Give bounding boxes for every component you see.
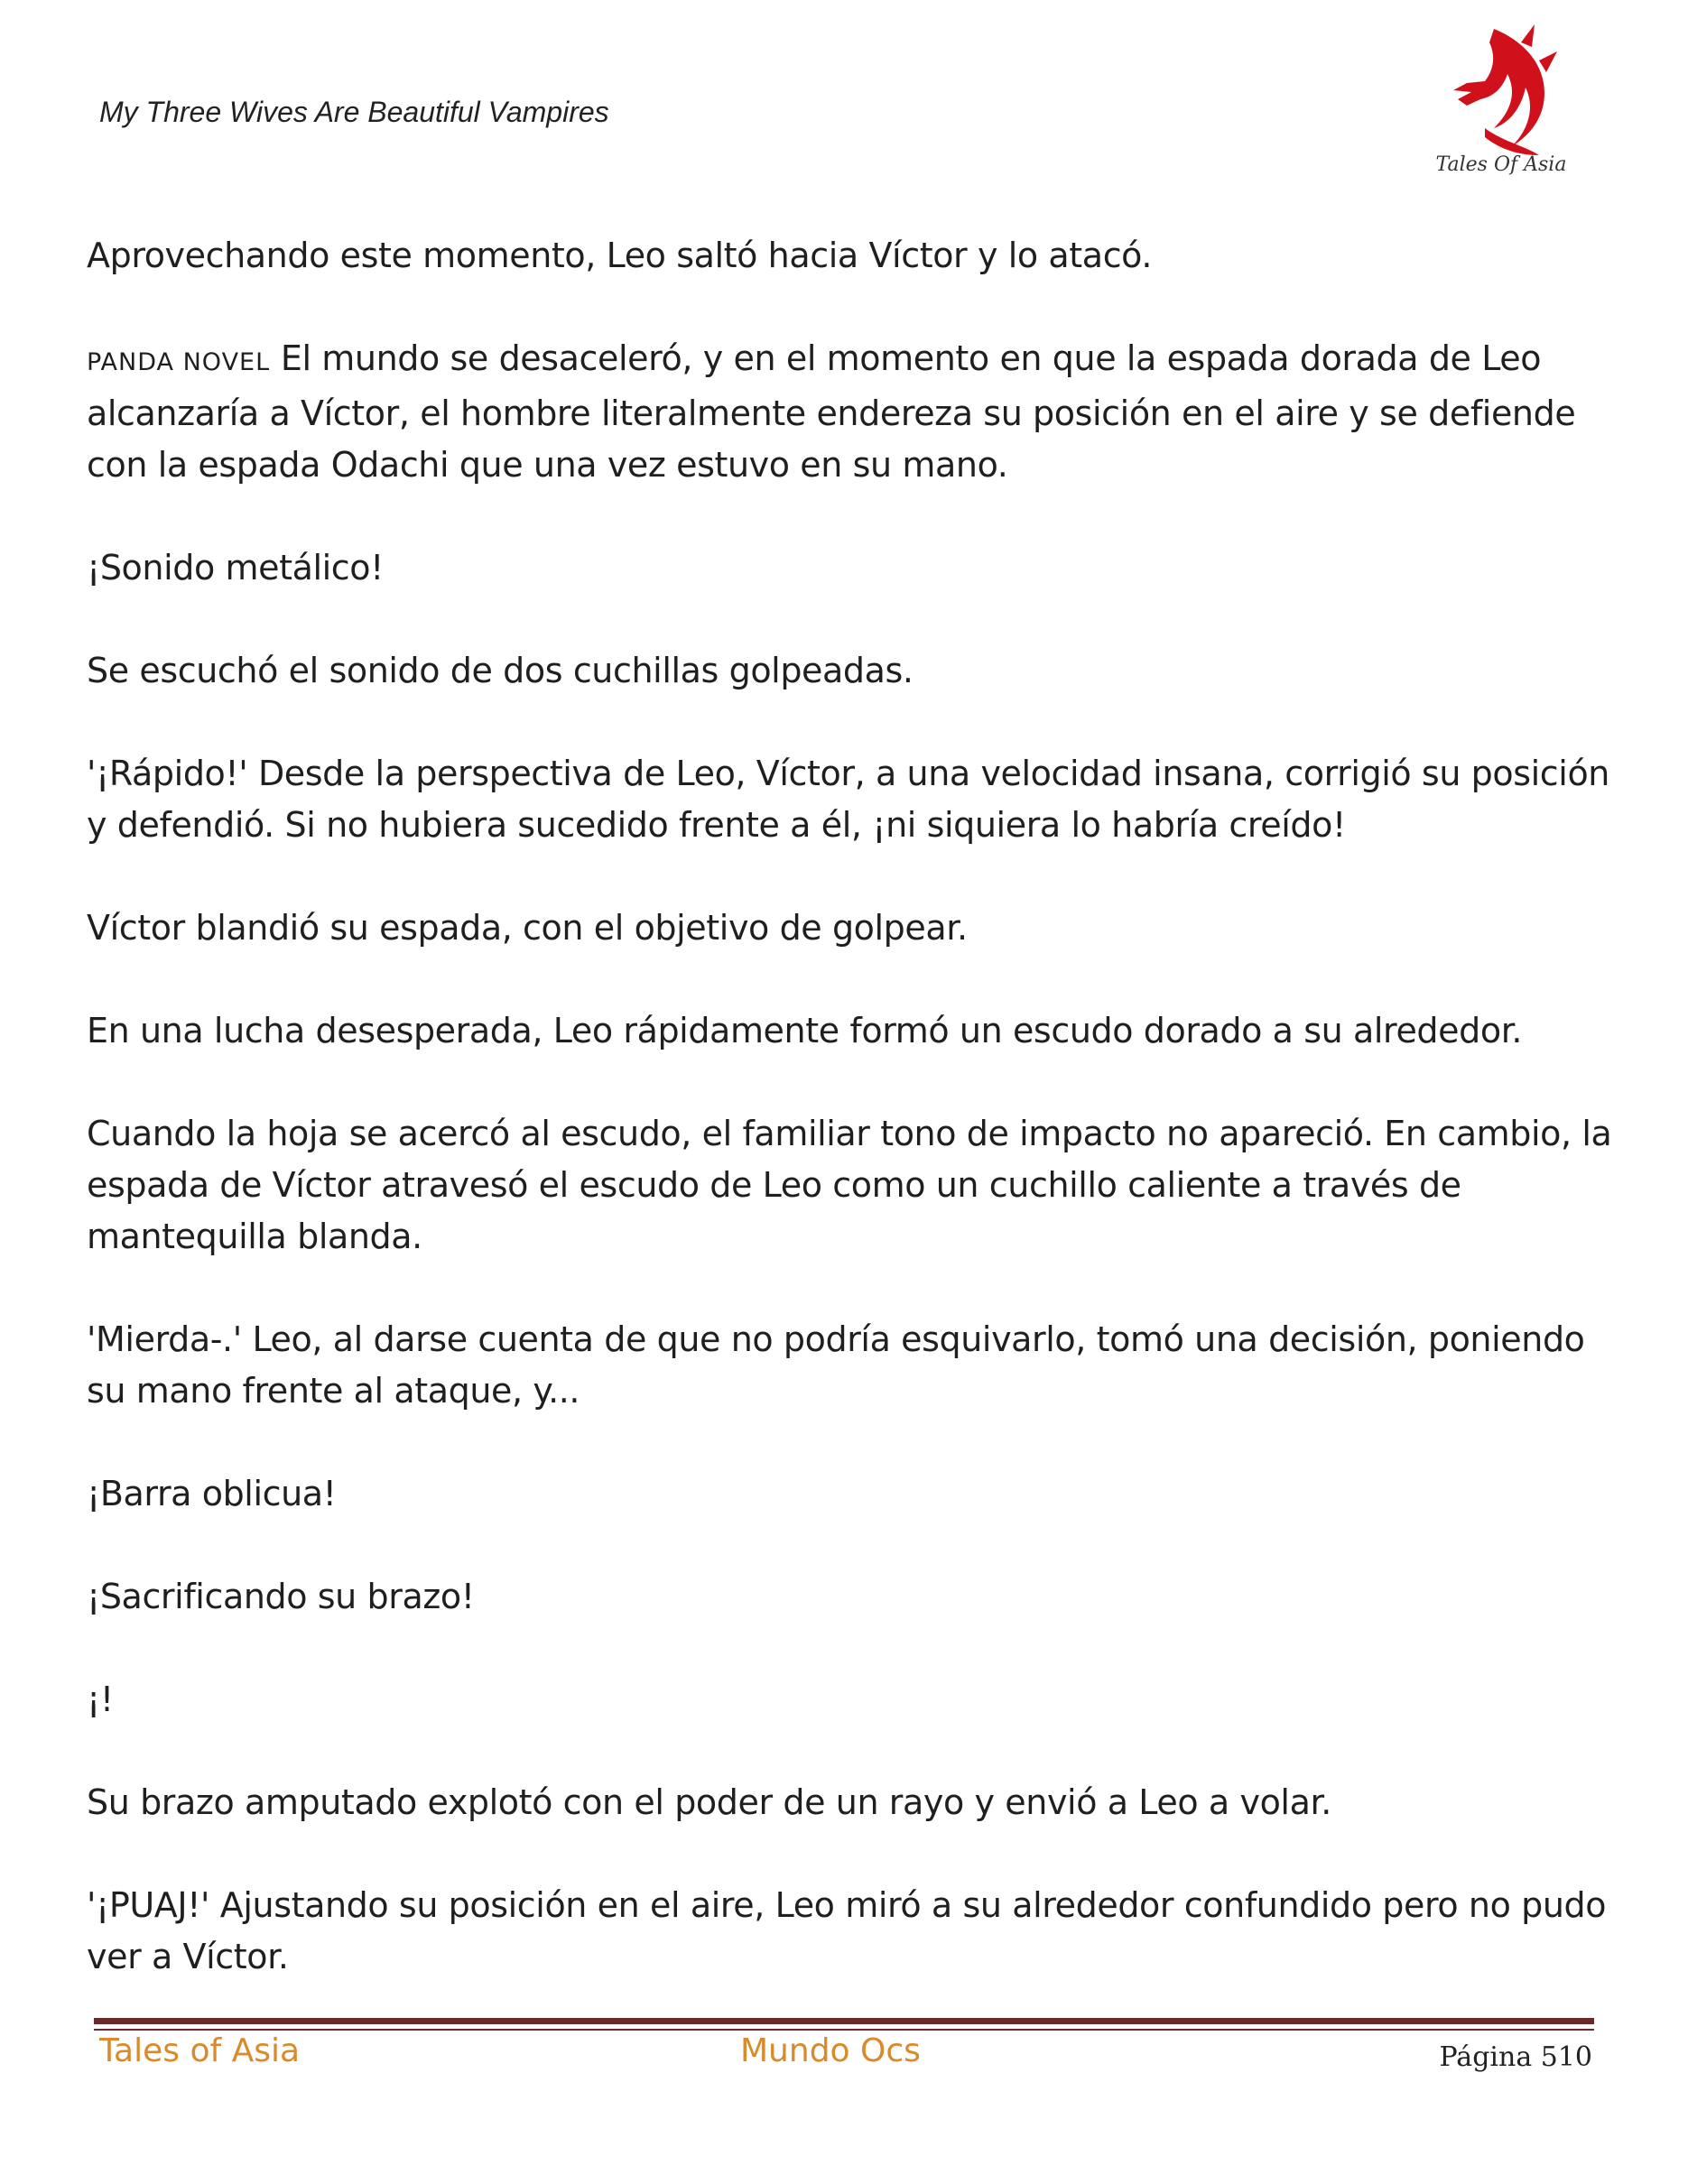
paragraph: 'Mierda-.' Leo, al darse cuenta de que no podría esquivarlo, tomó una decisión, poniendo su mano frente al ataque, y... — [87, 1319, 1585, 1411]
paragraph: Se escuchó el sonido de dos cuchillas golpeadas. — [87, 651, 914, 690]
paragraph: '¡Rápido!' Desde la perspectiva de Leo, Víctor, a una velocidad insana, corrigió su posición y defendió. Si no hubiera sucedido frente a él, ¡ni siquiera lo habría creído! — [87, 754, 1609, 845]
paragraph — [87, 333, 1621, 491]
paragraph: ¡Sonido metálico! — [87, 548, 384, 588]
footer-section-name: Mundo Ocs — [740, 2032, 921, 2069]
header-title: My Three Wives Are Beautiful Vampires — [99, 96, 609, 128]
page-number: Página 510 — [1439, 2041, 1592, 2073]
paragraph: Aprovechando este momento, Leo saltó hacia Víctor y lo atacó. — [87, 236, 1153, 275]
footer-site-name: Tales of Asia — [99, 2032, 301, 2069]
paragraph: ¡! — [87, 1680, 114, 1719]
logo-text: Tales Of Asia — [1435, 153, 1567, 176]
footer-divider — [94, 2018, 1594, 2024]
watermark-prefix: PANDA NOVEL — [87, 348, 271, 376]
document-body — [87, 230, 1621, 2034]
paragraph: Víctor blandió su espada, con el objetivo de golpear. — [87, 908, 968, 948]
paragraph: En una lucha desesperada, Leo rápidamente formó un escudo dorado a su alrededor. — [87, 1011, 1523, 1050]
footer-divider-thin — [94, 2029, 1594, 2031]
paragraph: '¡PUAJ!' Ajustando su posición en el aire, Leo miró a su alrededor confundido pero no pudo ver a Víctor. — [87, 1885, 1607, 1976]
paragraph: Cuando la hoja se acercó al escudo, el familiar tono de impacto no apareció. En cambio, la espada de Víctor atravesó el escudo de Leo como un cuchillo caliente a través de mantequilla blanda. — [87, 1114, 1612, 1256]
paragraph: Su brazo amputado explotó con el poder de un rayo y envió a Leo a volar. — [87, 1782, 1331, 1822]
paragraph: ¡Sacrificando su brazo! — [87, 1577, 475, 1616]
paragraph: ¡Barra oblicua! — [87, 1474, 337, 1513]
paragraph-text: El mundo se desaceleró, y en el momento en que la espada dorada de Leo alcanzaría a Víctor, el hombre literalmente endereza su posición en el aire y se defiende con la espada Odachi que una vez estuvo en su mano. — [87, 338, 1576, 485]
